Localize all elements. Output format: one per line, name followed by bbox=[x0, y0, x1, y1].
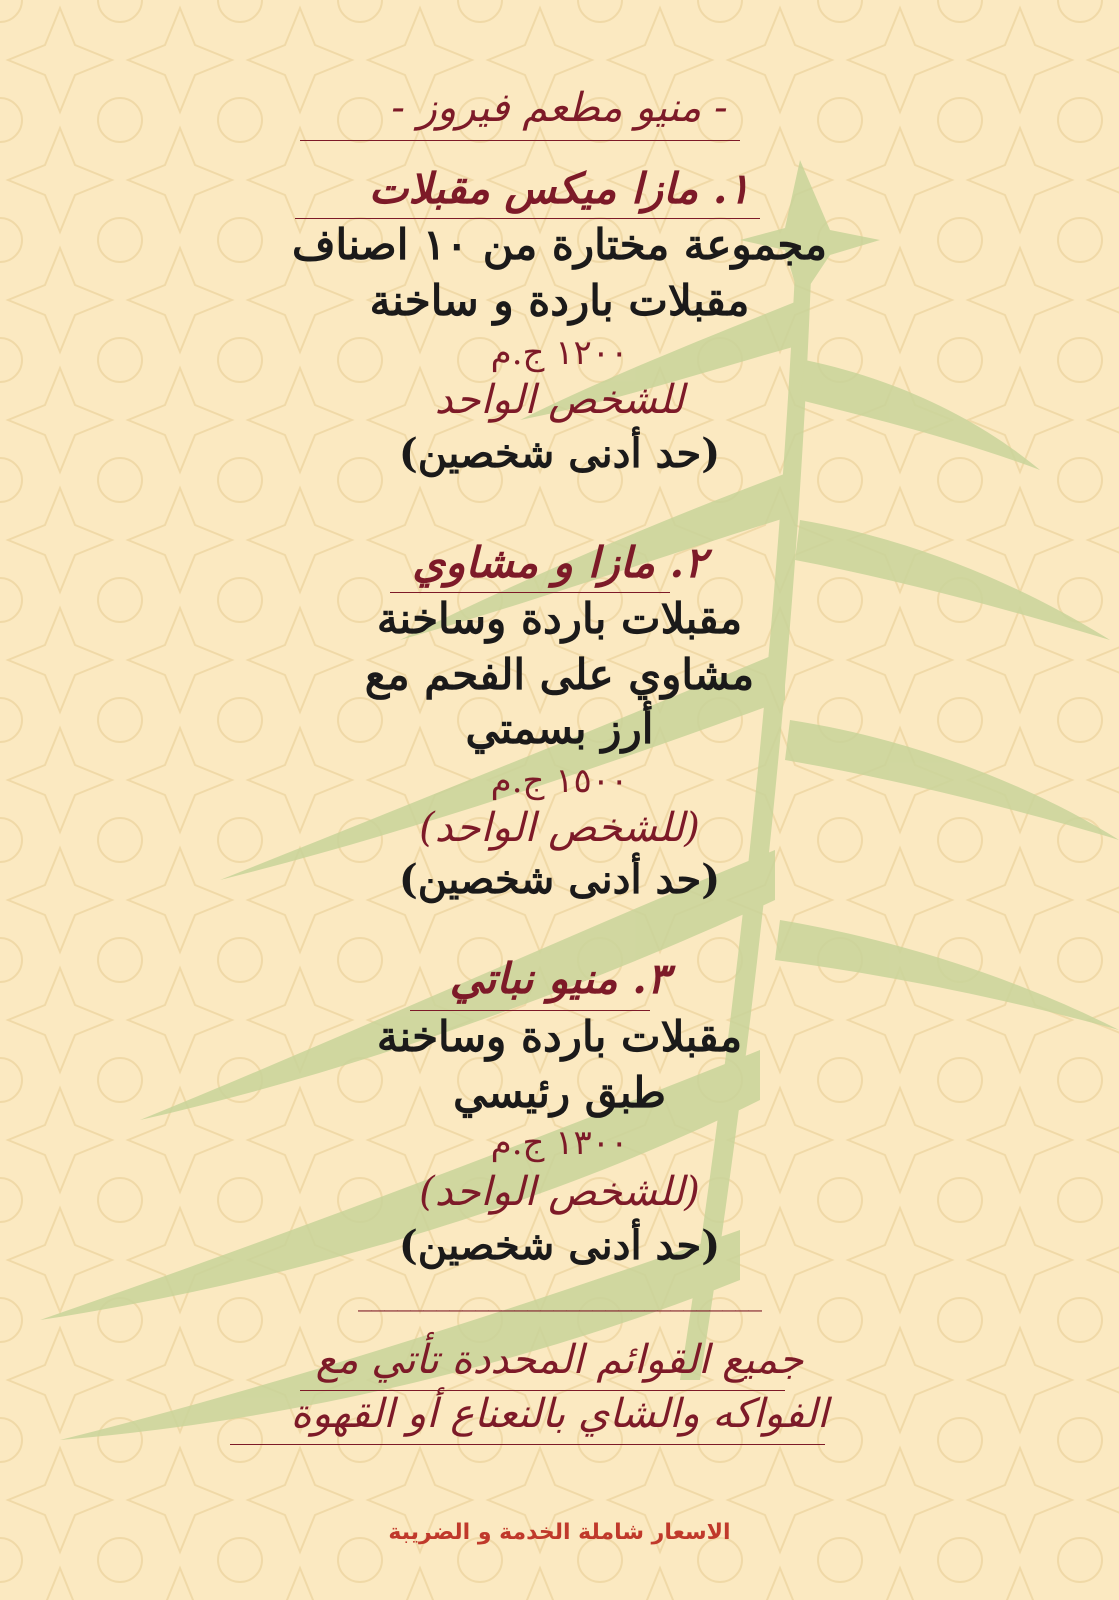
section-per-person: (للشخص الواحد) bbox=[419, 1169, 700, 1215]
section-minimum: (حد أدنى شخصين) bbox=[398, 1222, 721, 1269]
heading-underline bbox=[390, 592, 670, 593]
section-heading: ٣. منيو نباتي bbox=[449, 954, 670, 1003]
tax-note: الاسعار شاملة الخدمة و الضريبة bbox=[388, 1520, 731, 1545]
section-divider: _______________________________ bbox=[358, 1279, 761, 1312]
section-description-line: مقبلات باردة وساخنة bbox=[376, 1012, 743, 1061]
section-description-line: طبق رئيسي bbox=[453, 1068, 666, 1117]
section-description-line: مقبلات باردة و ساخنة bbox=[369, 276, 750, 325]
section-per-person: للشخص الواحد bbox=[434, 377, 685, 423]
section-per-person: (للشخص الواحد) bbox=[419, 805, 700, 851]
section-price: ١٥٠٠ ج.م bbox=[490, 761, 629, 801]
section-description-line: مقبلات باردة وساخنة bbox=[376, 594, 743, 643]
section-price: ١٢٠٠ ج.م bbox=[490, 333, 629, 373]
section-description-line: أرز بسمتي bbox=[465, 704, 654, 753]
section-minimum: (حد أدنى شخصين) bbox=[398, 856, 721, 903]
section-price: ١٣٠٠ ج.م bbox=[490, 1123, 629, 1163]
title-underline bbox=[300, 140, 740, 141]
heading-underline bbox=[295, 218, 760, 219]
section-heading: ١. مازا ميكس مقبلات bbox=[368, 164, 751, 213]
footer-note-underline bbox=[230, 1444, 825, 1445]
footer-note-line: الفواكه والشاي بالنعناع أو القهوة bbox=[290, 1391, 829, 1437]
heading-underline bbox=[410, 1010, 650, 1011]
section-description-line: مجموعة مختارة من ١٠ اصناف bbox=[292, 220, 827, 269]
section-description-line: مشاوي على الفحم مع bbox=[364, 650, 755, 699]
footer-note-line: جميع القوائم المحددة تأتي مع bbox=[315, 1337, 804, 1383]
menu-title: - منيو مطعم فيروز - bbox=[391, 85, 728, 131]
section-minimum: (حد أدنى شخصين) bbox=[398, 430, 721, 477]
section-heading: ٢. مازا و مشاوي bbox=[412, 538, 707, 587]
